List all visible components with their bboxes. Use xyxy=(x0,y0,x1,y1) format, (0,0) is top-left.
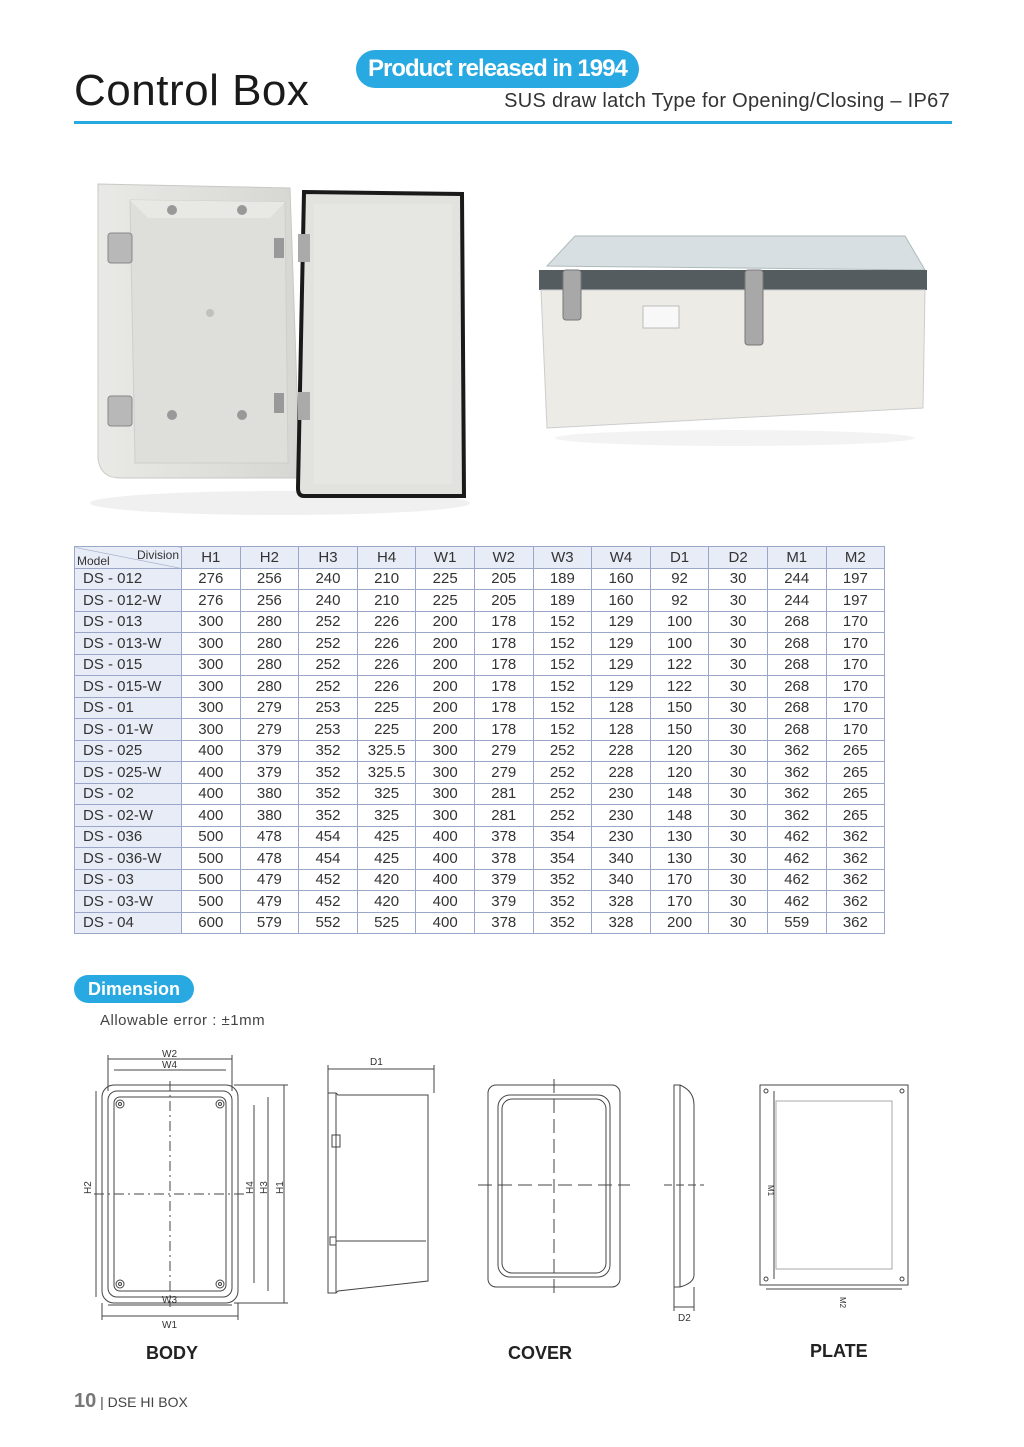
table-row xyxy=(75,848,885,870)
dimension-badge: Dimension xyxy=(74,975,194,1003)
value-cell: 300 xyxy=(182,676,241,698)
col-header: H2 xyxy=(240,547,299,569)
value-cell: 100 xyxy=(650,633,709,655)
value-cell: 400 xyxy=(416,891,475,913)
value-cell: 30 xyxy=(709,762,768,784)
value-cell: 378 xyxy=(474,826,533,848)
value-cell: 253 xyxy=(299,719,358,741)
value-cell: 300 xyxy=(416,783,475,805)
value-cell: 200 xyxy=(650,912,709,934)
value-cell: 252 xyxy=(533,805,592,827)
value-cell: 230 xyxy=(592,783,651,805)
value-cell: 362 xyxy=(826,848,885,870)
table-row xyxy=(75,805,885,827)
value-cell: 452 xyxy=(299,869,358,891)
value-cell: 92 xyxy=(650,568,709,590)
value-cell: 362 xyxy=(767,762,826,784)
value-cell: 205 xyxy=(474,590,533,612)
label-w1: W1 xyxy=(162,1320,177,1331)
value-cell: 230 xyxy=(592,805,651,827)
value-cell: 30 xyxy=(709,568,768,590)
value-cell: 244 xyxy=(767,590,826,612)
value-cell: 452 xyxy=(299,891,358,913)
value-cell: 252 xyxy=(299,676,358,698)
value-cell: 225 xyxy=(416,568,475,590)
caption-body: BODY xyxy=(146,1343,199,1363)
value-cell: 200 xyxy=(416,611,475,633)
model-cell: DS - 036 xyxy=(75,826,182,848)
open-box-photo xyxy=(90,178,480,518)
value-cell: 462 xyxy=(767,869,826,891)
value-cell: 225 xyxy=(357,697,416,719)
value-cell: 276 xyxy=(182,590,241,612)
value-cell: 379 xyxy=(474,891,533,913)
model-cell: DS - 02-W xyxy=(75,805,182,827)
page-footer xyxy=(74,1390,188,1413)
value-cell: 300 xyxy=(182,654,241,676)
value-cell: 352 xyxy=(533,912,592,934)
value-cell: 226 xyxy=(357,654,416,676)
value-cell: 30 xyxy=(709,912,768,934)
corner-model-label: Model xyxy=(77,553,110,568)
label-h4: H4 xyxy=(245,1181,256,1194)
value-cell: 454 xyxy=(299,848,358,870)
col-header: W2 xyxy=(474,547,533,569)
value-cell: 478 xyxy=(240,826,299,848)
value-cell: 325 xyxy=(357,805,416,827)
value-cell: 500 xyxy=(182,826,241,848)
value-cell: 525 xyxy=(357,912,416,934)
value-cell: 122 xyxy=(650,654,709,676)
header-divider xyxy=(74,121,952,124)
value-cell: 189 xyxy=(533,568,592,590)
footer-separator: | xyxy=(96,1394,108,1410)
model-cell: DS - 01 xyxy=(75,697,182,719)
value-cell: 170 xyxy=(650,869,709,891)
value-cell: 354 xyxy=(533,848,592,870)
model-cell: DS - 015 xyxy=(75,654,182,676)
value-cell: 280 xyxy=(240,611,299,633)
label-h2: H2 xyxy=(83,1181,94,1194)
cover-drawing xyxy=(478,1079,704,1324)
value-cell: 462 xyxy=(767,848,826,870)
value-cell: 230 xyxy=(592,826,651,848)
value-cell: 240 xyxy=(299,568,358,590)
value-cell: 325.5 xyxy=(357,740,416,762)
label-m2: M2 xyxy=(838,1297,847,1309)
value-cell: 252 xyxy=(299,654,358,676)
value-cell: 379 xyxy=(240,740,299,762)
closed-box-photo xyxy=(535,228,930,488)
value-cell: 226 xyxy=(357,633,416,655)
corner-cell xyxy=(75,547,182,569)
col-header: W4 xyxy=(592,547,651,569)
value-cell: 268 xyxy=(767,719,826,741)
value-cell: 400 xyxy=(416,826,475,848)
col-header: D2 xyxy=(709,547,768,569)
value-cell: 30 xyxy=(709,891,768,913)
value-cell: 354 xyxy=(533,826,592,848)
value-cell: 362 xyxy=(826,869,885,891)
value-cell: 170 xyxy=(826,611,885,633)
plate-drawing xyxy=(760,1085,908,1309)
value-cell: 252 xyxy=(533,783,592,805)
value-cell: 280 xyxy=(240,654,299,676)
value-cell: 152 xyxy=(533,654,592,676)
value-cell: 265 xyxy=(826,762,885,784)
value-cell: 225 xyxy=(416,590,475,612)
label-m1: M1 xyxy=(766,1185,775,1197)
label-d1: D1 xyxy=(370,1057,383,1068)
value-cell: 600 xyxy=(182,912,241,934)
value-cell: 197 xyxy=(826,590,885,612)
value-cell: 300 xyxy=(416,740,475,762)
value-cell: 340 xyxy=(592,848,651,870)
table-row xyxy=(75,697,885,719)
col-header: H3 xyxy=(299,547,358,569)
value-cell: 400 xyxy=(416,848,475,870)
value-cell: 362 xyxy=(826,826,885,848)
value-cell: 200 xyxy=(416,697,475,719)
value-cell: 279 xyxy=(474,762,533,784)
value-cell: 300 xyxy=(416,805,475,827)
value-cell: 279 xyxy=(240,719,299,741)
value-cell: 129 xyxy=(592,676,651,698)
value-cell: 30 xyxy=(709,805,768,827)
value-cell: 178 xyxy=(474,633,533,655)
value-cell: 92 xyxy=(650,590,709,612)
label-w3: W3 xyxy=(162,1295,177,1306)
model-cell: DS - 02 xyxy=(75,783,182,805)
label-w4: W4 xyxy=(162,1060,177,1071)
value-cell: 276 xyxy=(182,568,241,590)
table-row xyxy=(75,590,885,612)
value-cell: 281 xyxy=(474,805,533,827)
value-cell: 178 xyxy=(474,611,533,633)
label-w2: W2 xyxy=(162,1049,177,1060)
value-cell: 170 xyxy=(826,654,885,676)
value-cell: 379 xyxy=(240,762,299,784)
value-cell: 454 xyxy=(299,826,358,848)
allowable-error-note: Allowable error : ±1mm xyxy=(100,1012,266,1029)
value-cell: 178 xyxy=(474,654,533,676)
value-cell: 200 xyxy=(416,676,475,698)
table-row xyxy=(75,869,885,891)
value-cell: 170 xyxy=(826,697,885,719)
value-cell: 552 xyxy=(299,912,358,934)
value-cell: 478 xyxy=(240,848,299,870)
table-row xyxy=(75,633,885,655)
value-cell: 380 xyxy=(240,783,299,805)
spec-table xyxy=(74,546,885,934)
value-cell: 268 xyxy=(767,611,826,633)
value-cell: 130 xyxy=(650,848,709,870)
value-cell: 325.5 xyxy=(357,762,416,784)
model-cell: DS - 03 xyxy=(75,869,182,891)
value-cell: 362 xyxy=(826,912,885,934)
col-header: H1 xyxy=(182,547,241,569)
value-cell: 120 xyxy=(650,762,709,784)
value-cell: 30 xyxy=(709,654,768,676)
value-cell: 265 xyxy=(826,740,885,762)
value-cell: 362 xyxy=(826,891,885,913)
value-cell: 268 xyxy=(767,697,826,719)
value-cell: 152 xyxy=(533,719,592,741)
value-cell: 559 xyxy=(767,912,826,934)
value-cell: 378 xyxy=(474,912,533,934)
value-cell: 352 xyxy=(533,869,592,891)
value-cell: 268 xyxy=(767,633,826,655)
value-cell: 170 xyxy=(826,719,885,741)
value-cell: 210 xyxy=(357,590,416,612)
value-cell: 328 xyxy=(592,912,651,934)
value-cell: 300 xyxy=(182,719,241,741)
value-cell: 500 xyxy=(182,869,241,891)
value-cell: 30 xyxy=(709,826,768,848)
value-cell: 300 xyxy=(182,611,241,633)
col-header: H4 xyxy=(357,547,416,569)
value-cell: 400 xyxy=(182,783,241,805)
value-cell: 152 xyxy=(533,697,592,719)
value-cell: 400 xyxy=(416,869,475,891)
page-title: Control Box xyxy=(74,66,310,115)
value-cell: 30 xyxy=(709,676,768,698)
table-row xyxy=(75,676,885,698)
value-cell: 352 xyxy=(299,805,358,827)
value-cell: 150 xyxy=(650,697,709,719)
value-cell: 425 xyxy=(357,826,416,848)
value-cell: 379 xyxy=(474,869,533,891)
col-header: M1 xyxy=(767,547,826,569)
dimension-drawings xyxy=(74,1045,952,1345)
value-cell: 244 xyxy=(767,568,826,590)
value-cell: 148 xyxy=(650,805,709,827)
table-row xyxy=(75,891,885,913)
col-header: W3 xyxy=(533,547,592,569)
model-cell: DS - 03-W xyxy=(75,891,182,913)
value-cell: 281 xyxy=(474,783,533,805)
value-cell: 362 xyxy=(767,740,826,762)
value-cell: 189 xyxy=(533,590,592,612)
value-cell: 129 xyxy=(592,611,651,633)
value-cell: 462 xyxy=(767,891,826,913)
page-subtitle: SUS draw latch Type for Opening/Closing – IP67 xyxy=(504,90,950,112)
value-cell: 30 xyxy=(709,783,768,805)
value-cell: 420 xyxy=(357,891,416,913)
value-cell: 279 xyxy=(474,740,533,762)
table-row xyxy=(75,826,885,848)
value-cell: 252 xyxy=(533,740,592,762)
table-row xyxy=(75,611,885,633)
value-cell: 170 xyxy=(826,676,885,698)
value-cell: 197 xyxy=(826,568,885,590)
value-cell: 462 xyxy=(767,826,826,848)
table-row xyxy=(75,912,885,934)
value-cell: 479 xyxy=(240,891,299,913)
value-cell: 500 xyxy=(182,848,241,870)
model-cell: DS - 013 xyxy=(75,611,182,633)
value-cell: 30 xyxy=(709,869,768,891)
value-cell: 280 xyxy=(240,676,299,698)
value-cell: 152 xyxy=(533,633,592,655)
value-cell: 178 xyxy=(474,719,533,741)
value-cell: 362 xyxy=(767,805,826,827)
table-row xyxy=(75,654,885,676)
value-cell: 226 xyxy=(357,611,416,633)
value-cell: 265 xyxy=(826,783,885,805)
value-cell: 130 xyxy=(650,826,709,848)
model-cell: DS - 025-W xyxy=(75,762,182,784)
model-cell: DS - 04 xyxy=(75,912,182,934)
label-h1: H1 xyxy=(275,1181,286,1194)
model-cell: DS - 012 xyxy=(75,568,182,590)
value-cell: 425 xyxy=(357,848,416,870)
caption-cover: COVER xyxy=(508,1343,573,1363)
table-row xyxy=(75,740,885,762)
value-cell: 30 xyxy=(709,740,768,762)
value-cell: 225 xyxy=(357,719,416,741)
value-cell: 128 xyxy=(592,697,651,719)
value-cell: 200 xyxy=(416,654,475,676)
value-cell: 340 xyxy=(592,869,651,891)
value-cell: 30 xyxy=(709,697,768,719)
value-cell: 30 xyxy=(709,590,768,612)
value-cell: 129 xyxy=(592,654,651,676)
release-badge: Product released in 1994 xyxy=(356,50,639,88)
value-cell: 178 xyxy=(474,676,533,698)
value-cell: 256 xyxy=(240,568,299,590)
table-row xyxy=(75,719,885,741)
value-cell: 228 xyxy=(592,762,651,784)
value-cell: 129 xyxy=(592,633,651,655)
value-cell: 150 xyxy=(650,719,709,741)
spec-table-header xyxy=(75,547,885,569)
value-cell: 100 xyxy=(650,611,709,633)
value-cell: 120 xyxy=(650,740,709,762)
value-cell: 152 xyxy=(533,611,592,633)
value-cell: 400 xyxy=(416,912,475,934)
footer-brand: DSE HI BOX xyxy=(107,1394,188,1410)
page-number: 10 xyxy=(74,1390,97,1412)
value-cell: 30 xyxy=(709,611,768,633)
value-cell: 252 xyxy=(299,611,358,633)
value-cell: 352 xyxy=(299,783,358,805)
value-cell: 128 xyxy=(592,719,651,741)
value-cell: 240 xyxy=(299,590,358,612)
model-cell: DS - 013-W xyxy=(75,633,182,655)
value-cell: 380 xyxy=(240,805,299,827)
value-cell: 30 xyxy=(709,719,768,741)
col-header: W1 xyxy=(416,547,475,569)
value-cell: 170 xyxy=(650,891,709,913)
value-cell: 352 xyxy=(533,891,592,913)
value-cell: 500 xyxy=(182,891,241,913)
corner-division-label: Division xyxy=(136,548,179,562)
value-cell: 170 xyxy=(826,633,885,655)
value-cell: 420 xyxy=(357,869,416,891)
value-cell: 200 xyxy=(416,719,475,741)
value-cell: 160 xyxy=(592,590,651,612)
side-drawing xyxy=(328,1057,434,1293)
value-cell: 479 xyxy=(240,869,299,891)
value-cell: 325 xyxy=(357,783,416,805)
value-cell: 328 xyxy=(592,891,651,913)
value-cell: 152 xyxy=(533,676,592,698)
value-cell: 252 xyxy=(299,633,358,655)
value-cell: 226 xyxy=(357,676,416,698)
value-cell: 160 xyxy=(592,568,651,590)
value-cell: 362 xyxy=(767,783,826,805)
value-cell: 352 xyxy=(299,762,358,784)
value-cell: 228 xyxy=(592,740,651,762)
caption-plate: PLATE xyxy=(810,1341,868,1361)
table-row xyxy=(75,762,885,784)
value-cell: 378 xyxy=(474,848,533,870)
value-cell: 279 xyxy=(240,697,299,719)
value-cell: 253 xyxy=(299,697,358,719)
value-cell: 579 xyxy=(240,912,299,934)
model-cell: DS - 012-W xyxy=(75,590,182,612)
model-cell: DS - 025 xyxy=(75,740,182,762)
value-cell: 200 xyxy=(416,633,475,655)
value-cell: 265 xyxy=(826,805,885,827)
label-d2: D2 xyxy=(678,1313,691,1324)
col-header: D1 xyxy=(650,547,709,569)
value-cell: 30 xyxy=(709,848,768,870)
value-cell: 400 xyxy=(182,805,241,827)
value-cell: 400 xyxy=(182,762,241,784)
model-cell: DS - 01-W xyxy=(75,719,182,741)
model-cell: DS - 036-W xyxy=(75,848,182,870)
table-row xyxy=(75,568,885,590)
value-cell: 352 xyxy=(299,740,358,762)
value-cell: 300 xyxy=(416,762,475,784)
col-header: M2 xyxy=(826,547,885,569)
label-h3: H3 xyxy=(259,1181,270,1194)
body-drawing xyxy=(83,1049,288,1331)
value-cell: 122 xyxy=(650,676,709,698)
value-cell: 268 xyxy=(767,654,826,676)
table-row xyxy=(75,783,885,805)
value-cell: 300 xyxy=(182,697,241,719)
value-cell: 210 xyxy=(357,568,416,590)
value-cell: 300 xyxy=(182,633,241,655)
value-cell: 268 xyxy=(767,676,826,698)
value-cell: 256 xyxy=(240,590,299,612)
value-cell: 148 xyxy=(650,783,709,805)
value-cell: 30 xyxy=(709,633,768,655)
value-cell: 205 xyxy=(474,568,533,590)
value-cell: 280 xyxy=(240,633,299,655)
value-cell: 178 xyxy=(474,697,533,719)
value-cell: 252 xyxy=(533,762,592,784)
model-cell: DS - 015-W xyxy=(75,676,182,698)
value-cell: 400 xyxy=(182,740,241,762)
